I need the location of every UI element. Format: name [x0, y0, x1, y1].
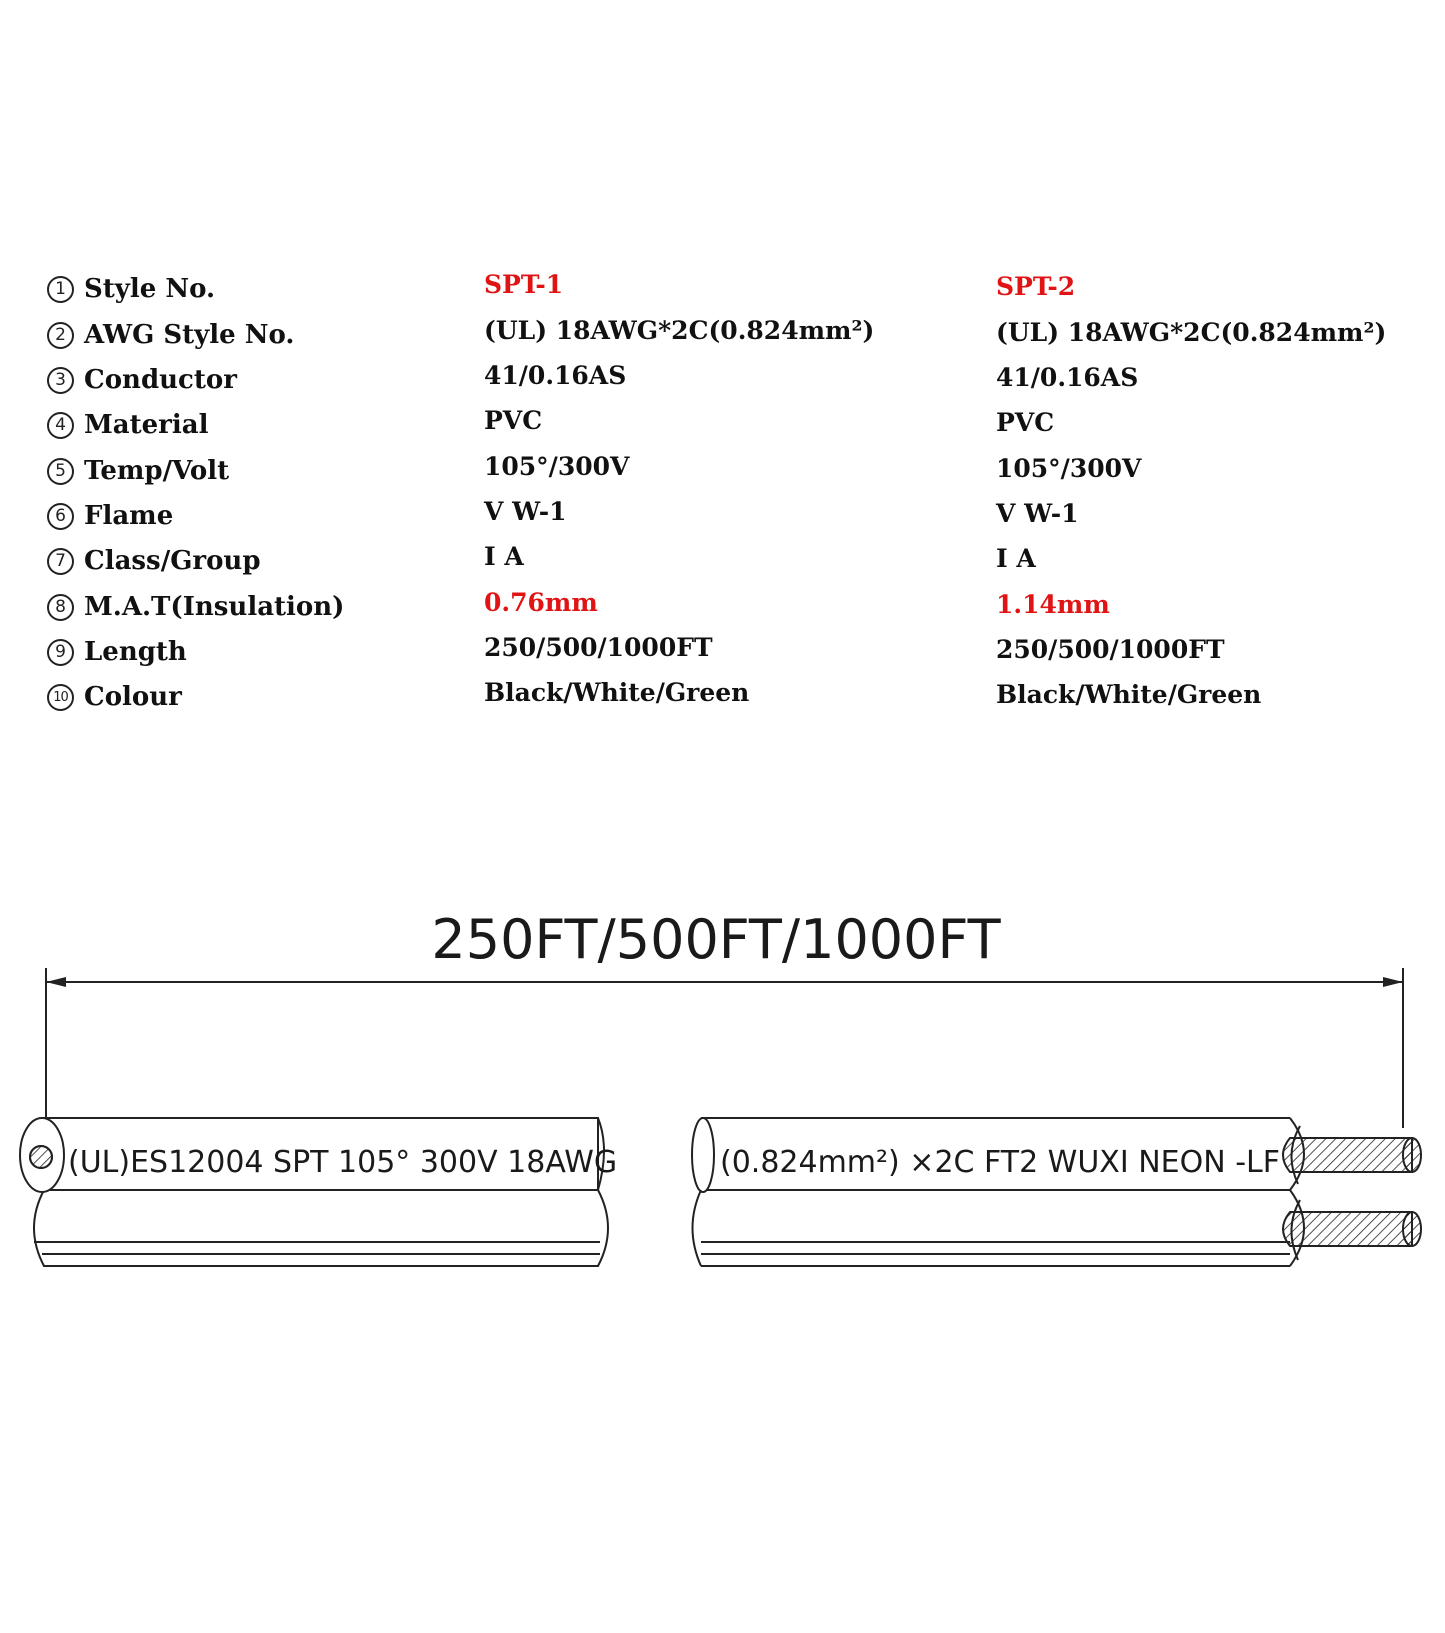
spec-label: AWG Style No.	[84, 320, 295, 350]
row-number: 6	[47, 503, 74, 530]
row-number: 4	[47, 412, 74, 439]
spt2-value: I A	[996, 544, 1036, 573]
wire-conductor-top	[1283, 1138, 1421, 1172]
row-number: 1	[47, 276, 74, 303]
length-label: 250FT/500FT/1000FT	[431, 908, 1001, 971]
spt2-value: PVC	[996, 408, 1055, 437]
spt1-value: V W-1	[484, 497, 567, 526]
wire-conductor-bottom	[1283, 1212, 1421, 1246]
spec-label: Material	[84, 410, 209, 440]
spt1-value: 0.76mm	[484, 588, 598, 617]
spec-label: Flame	[84, 501, 174, 531]
spec-table	[0, 0, 1445, 760]
cable-print-left: (UL)ES12004 SPT 105° 300V 18AWG	[68, 1145, 618, 1180]
row-number: 8	[47, 594, 74, 621]
spec-row-class-group	[0, 542, 1445, 586]
spec-row-style-no	[0, 270, 1445, 314]
spt2-value: 250/500/1000FT	[996, 635, 1225, 664]
cable-diagram	[0, 880, 1445, 1300]
cable-print-right: (0.824mm²) ×2C FT2 WUXI NEON -LF	[720, 1145, 1281, 1180]
cable-drawing	[0, 880, 1445, 1300]
spec-row-colour	[0, 678, 1445, 722]
spec-row-awg-style	[0, 316, 1445, 360]
spt2-value: 1.14mm	[996, 590, 1110, 619]
spt1-value: I A	[484, 542, 524, 571]
spec-row-insulation	[0, 588, 1445, 632]
spt1-value: (UL) 18AWG*2C(0.824mm²)	[484, 316, 875, 345]
spt1-value: 250/500/1000FT	[484, 633, 713, 662]
cable-segment-right	[692, 1118, 1304, 1266]
spt2-value: 41/0.16AS	[996, 363, 1139, 392]
spec-label: Conductor	[84, 365, 237, 395]
spec-label: Style No.	[84, 274, 216, 304]
spec-row-temp-volt	[0, 452, 1445, 496]
spt1-value: SPT-1	[484, 270, 564, 299]
row-number: 2	[47, 322, 74, 349]
row-number: 7	[47, 548, 74, 575]
spt2-value: Black/White/Green	[996, 680, 1262, 709]
spec-label: Class/Group	[84, 546, 261, 576]
spt2-value: SPT-2	[996, 272, 1076, 301]
spt1-value: PVC	[484, 406, 543, 435]
row-number: 9	[47, 639, 74, 666]
row-number: 10	[47, 684, 74, 711]
spec-row-conductor	[0, 361, 1445, 405]
dimension-line	[46, 968, 1403, 1128]
row-number: 5	[47, 458, 74, 485]
spt2-value: V W-1	[996, 499, 1079, 528]
spt2-value: 105°/300V	[996, 454, 1142, 483]
spec-row-material	[0, 406, 1445, 450]
spec-row-length	[0, 633, 1445, 677]
spt2-value: (UL) 18AWG*2C(0.824mm²)	[996, 318, 1387, 347]
spt1-value: Black/White/Green	[484, 678, 750, 707]
spec-label: Length	[84, 637, 187, 667]
spt1-value: 105°/300V	[484, 452, 630, 481]
spec-label: Temp/Volt	[84, 456, 230, 486]
spec-label: M.A.T(Insulation)	[84, 592, 345, 622]
cable-segment-left	[20, 1118, 608, 1266]
row-number: 3	[47, 367, 74, 394]
spec-label: Colour	[84, 682, 182, 712]
spec-row-flame	[0, 497, 1445, 541]
spt1-value: 41/0.16AS	[484, 361, 627, 390]
